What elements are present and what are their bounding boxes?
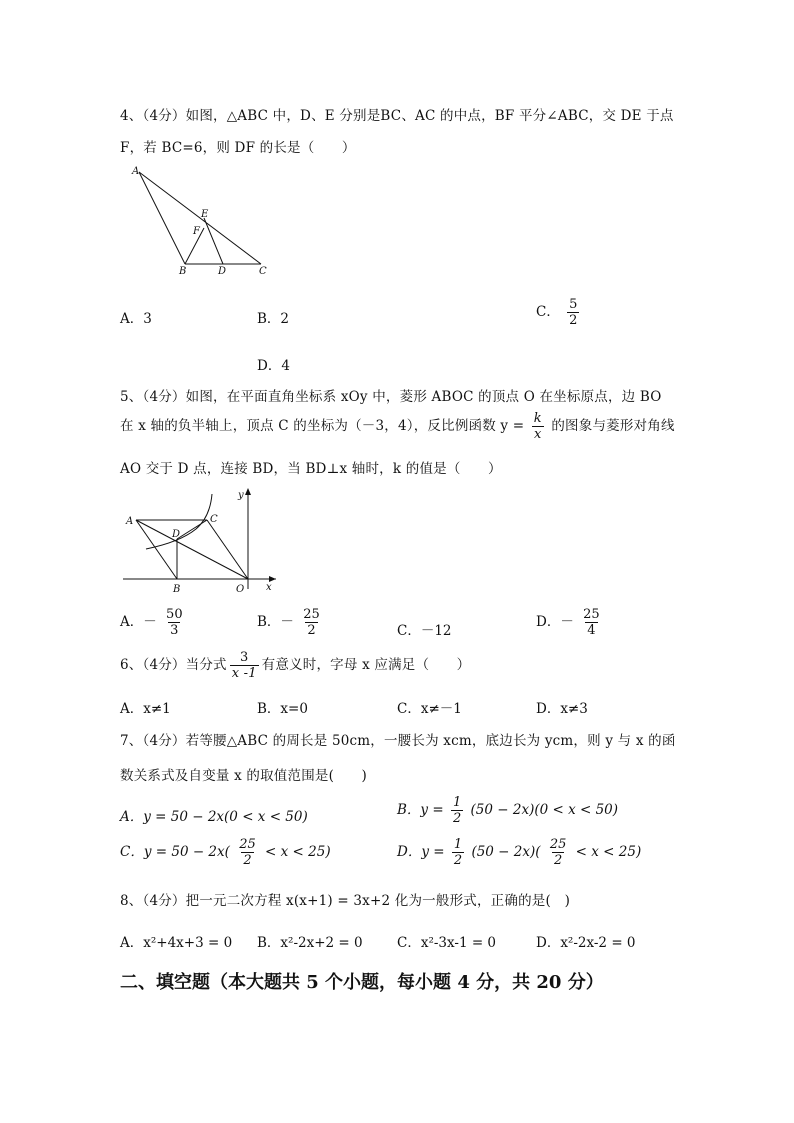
q5-option-b	[257, 607, 325, 638]
q4-stem-line2: F，若 BC=6，则 DF 的长是（ ）	[120, 140, 356, 156]
q7-option-b-prefix: B．y =	[397, 802, 444, 818]
q4-option-a: A．3	[120, 311, 152, 327]
q5-stem-line3: AO 交于 D 点，连接 BD，当 BD⊥x 轴时，k 的值是（ ）	[120, 461, 502, 477]
q5-option-d	[536, 607, 605, 638]
q5-option-c: C．－12	[397, 623, 452, 639]
q5-option-b-prefix: B．－	[257, 614, 294, 630]
q7-option-c-suffix: < x < 25)	[265, 844, 331, 860]
q5-k-over-x	[532, 411, 544, 442]
q4-label-f: F	[193, 226, 200, 237]
q7-option-d-mid: (50 − 2x)(	[471, 844, 541, 860]
q5-stem-line2-b: 的图象与菱形对角线	[551, 418, 675, 434]
q7-stem-line2: 数关系式及自变量 x 的取值范围是( )	[120, 768, 367, 784]
q4-option-c-prefix: C．	[536, 304, 560, 320]
q5-option-a-fraction	[164, 607, 185, 638]
q7-option-c	[120, 837, 331, 868]
q5-label-d: D	[172, 529, 181, 540]
q6-option-b: B．x=0	[257, 701, 308, 717]
q5-stem-line2-a: 在 x 轴的负半轴上，顶点 C 的坐标为（－3，4），反比例函数 y =	[120, 418, 525, 434]
q7-option-d-suffix: < x < 25)	[575, 844, 642, 860]
q4-option-c-fraction	[567, 297, 579, 328]
q7-option-d-den1: 2	[453, 853, 463, 868]
q8-option-a: A．x²+4x+3 = 0	[120, 935, 233, 951]
q6-option-c: C．x≠－1	[397, 701, 462, 717]
q5-option-a-prefix: A．－	[120, 614, 157, 630]
q4-label-e: E	[201, 209, 209, 220]
q5-option-d-fraction	[581, 607, 602, 638]
q6-option-a: A．x≠1	[120, 701, 171, 717]
q4-triangle-figure	[125, 162, 275, 280]
q5-option-d-prefix: D．－	[536, 614, 574, 630]
q5-option-a-den: 3	[170, 623, 179, 638]
q5-option-b-den: 2	[307, 623, 316, 638]
q5-label-c: C	[210, 514, 218, 525]
q6-stem	[120, 650, 470, 681]
q5-label-o: O	[236, 584, 245, 595]
q8-stem: 8、（4分）把一元二次方程 x(x+1) = 3x+2 化为一般形式，正确的是( )	[120, 893, 571, 909]
q5-option-b-fraction	[301, 607, 322, 638]
q5-label-a: A	[126, 516, 134, 527]
q7-option-d	[397, 837, 641, 868]
q5-rhombus-figure	[118, 484, 283, 596]
q7-option-b-den: 2	[452, 811, 462, 826]
q6-option-d: D．x≠3	[536, 701, 588, 717]
q7-option-a: A．y = 50 − 2x(0 < x < 50)	[120, 809, 308, 825]
q7-option-c-fraction	[237, 837, 258, 868]
q5-label-x: x	[266, 582, 272, 593]
q7-option-c-num: 25	[239, 837, 256, 852]
q7-option-c-den: 2	[243, 853, 252, 868]
q4-label-a: A	[132, 166, 140, 177]
q7-option-d-num2: 25	[549, 837, 567, 852]
q6-fraction	[230, 650, 259, 681]
q7-option-b-suffix: (50 − 2x)(0 < x < 50)	[470, 802, 619, 818]
q4-label-c: C	[259, 266, 267, 277]
q7-option-d-fraction2	[548, 837, 569, 868]
q6-stem-a: 6、（4分）当分式	[120, 657, 227, 673]
q4-option-c	[536, 297, 582, 328]
q4-label-d: D	[218, 266, 227, 277]
q7-option-d-den2: 2	[553, 853, 563, 868]
q6-stem-b: 有意义时，字母 x 应满足（ ）	[261, 657, 471, 673]
q5-option-d-den: 4	[587, 623, 596, 638]
q5-stem-line2	[120, 411, 675, 442]
q6-frac-num: 3	[239, 650, 249, 665]
q5-option-b-num: 25	[303, 607, 320, 622]
q5-label-y: y	[238, 490, 244, 501]
q4-option-d: D．4	[257, 358, 290, 374]
q5-x: x	[534, 427, 542, 442]
q5-label-b: B	[173, 584, 181, 595]
q4-label-b: B	[179, 266, 187, 277]
q5-k: k	[533, 411, 542, 426]
q7-option-d-fraction1	[452, 837, 464, 868]
q7-option-b-num: 1	[452, 795, 462, 810]
q7-option-d-prefix: D．y =	[397, 844, 445, 860]
q7-option-b-fraction	[451, 795, 463, 826]
q5-option-d-num: 25	[583, 607, 600, 622]
q8-option-c: C．x²-3x-1 = 0	[397, 935, 497, 951]
q4-option-c-num: 5	[569, 297, 578, 312]
q7-option-d-num1: 1	[453, 837, 463, 852]
section-2-heading: 二、填空题（本大题共 5 个小题，每小题 4 分，共 20 分）	[120, 972, 604, 993]
q5-stem-line1: 5、（4分）如图，在平面直角坐标系 xOy 中，菱形 ABOC 的顶点 O 在坐标原点，边 BO	[120, 389, 662, 405]
q6-frac-den: x -1	[231, 666, 257, 681]
q8-option-b: B．x²-2x+2 = 0	[257, 935, 363, 951]
q5-option-a	[120, 607, 188, 638]
q4-option-b: B．2	[257, 311, 290, 327]
q7-option-b	[397, 795, 618, 826]
q4-option-c-den: 2	[569, 313, 578, 328]
q5-option-a-num: 50	[166, 607, 183, 622]
q4-stem-line1: 4、（4分）如图，△ABC 中，D、E 分别是BC、AC 的中点，BF 平分∠ABC，交 DE 于点	[120, 108, 674, 124]
q8-option-d: D．x²-2x-2 = 0	[536, 935, 636, 951]
q7-option-c-prefix: C．y = 50 − 2x(	[120, 844, 230, 860]
q7-stem-line1: 7、（4分）若等腰△ABC 的周长是 50cm，一腰长为 xcm，底边长为 ycm，则 y 与 x 的函	[120, 733, 676, 749]
